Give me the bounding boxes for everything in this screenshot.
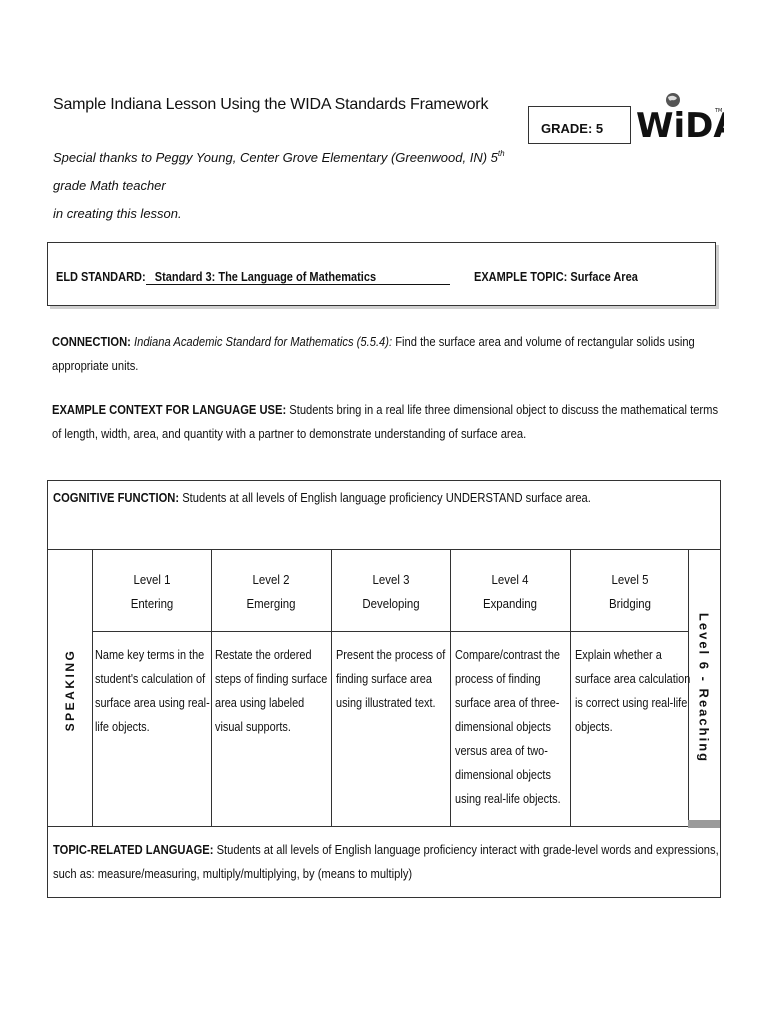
column-divider — [92, 549, 93, 827]
connection-label: CONNECTION: — [52, 334, 131, 349]
eld-standard-text: Standard 3: The Language of Mathematics — [154, 270, 377, 284]
level-4-header — [458, 568, 562, 616]
connection-standard: Indiana Academic Standard for Mathematics (5.5.4): — [133, 334, 393, 349]
acknowledgement-line1: Special thanks to Peggy Young, Center Grove Elementary (Greenwood, IN) 5 — [53, 150, 498, 165]
ordinal-suffix: th — [497, 149, 505, 158]
logo-text: WiD — [636, 106, 714, 146]
acknowledgement — [53, 144, 523, 228]
topic-language — [53, 838, 724, 886]
eld-standard-label: ELD STANDARD: — [56, 270, 146, 284]
context-text: Students bring in a real life three dimensional object to discuss the mathematical terms of length, width, area, and quantity with a partner to demonstrate understanding of surface area. — [52, 402, 719, 441]
level-5-descriptor: Explain whether a surface area calculation is correct using real-life objects. — [575, 647, 691, 734]
column-divider — [211, 549, 212, 827]
context-label: EXAMPLE CONTEXT FOR LANGUAGE USE: — [52, 402, 287, 417]
acknowledgement-line2: in creating this lesson. — [53, 206, 182, 221]
row-divider — [92, 631, 689, 632]
level-3-header — [339, 568, 443, 616]
example-topic: EXAMPLE TOPIC: Surface Area — [474, 270, 638, 284]
wida-logo — [636, 88, 724, 146]
level-1-descriptor: Name key terms in the student's calculation of surface area using real-life objects. — [95, 647, 210, 734]
level-number: Level 1 — [133, 572, 171, 587]
level-name: Entering — [130, 596, 174, 611]
level-1-header — [100, 568, 204, 616]
level-number: Level 5 — [611, 572, 649, 587]
eld-standard-value — [146, 270, 450, 285]
globe-icon — [666, 93, 680, 107]
level-2-header — [219, 568, 323, 616]
cognitive-label: COGNITIVE FUNCTION: — [53, 490, 180, 505]
level-6-reaching: Level 6 - Reaching — [696, 612, 712, 764]
connection-paragraph — [52, 330, 723, 378]
cognitive-function — [53, 490, 591, 505]
cognitive-text: Students at all levels of English language proficiency UNDERSTAND surface area. — [179, 490, 591, 505]
level-number: Level 3 — [372, 572, 410, 587]
level-number: Level 4 — [491, 572, 529, 587]
level-name: Developing — [362, 596, 420, 611]
acknowledgement-line1-end: grade Math teacher — [53, 178, 166, 193]
level-5-header — [578, 568, 682, 616]
level-4-descriptor: Compare/contrast the process of finding surface area of three-dimensional objects versus area of two-dimensional objects using real-life objects. — [455, 647, 561, 806]
level-name: Bridging — [609, 596, 651, 611]
topic-language-text: Students at all levels of English language proficiency interact with grade-level words and expressions, such as: measure/measuring, multiply/multiplying, by (means to multiply) — [53, 842, 719, 881]
column-divider — [331, 549, 332, 827]
level-number: Level 2 — [252, 572, 290, 587]
domain-speaking: SPEAKING — [63, 648, 77, 732]
grade-box: GRADE: 5 — [528, 106, 631, 144]
level-name: Expanding — [482, 596, 538, 611]
topic-language-label: TOPIC-RELATED LANGUAGE: — [53, 842, 214, 857]
trademark: TM — [715, 108, 723, 114]
level-2-descriptor: Restate the ordered steps of finding surface area using labeled visual supports. — [215, 647, 328, 734]
document-title: Sample Indiana Lesson Using the WIDA Standards Framework — [53, 96, 489, 113]
level-3-descriptor: Present the process of finding surface area using illustrated text. — [336, 647, 446, 710]
level-name: Emerging — [246, 596, 296, 611]
context-paragraph — [52, 398, 723, 446]
connection-text: Find the surface area and volume of rectangular solids using appropriate units. — [52, 334, 695, 373]
